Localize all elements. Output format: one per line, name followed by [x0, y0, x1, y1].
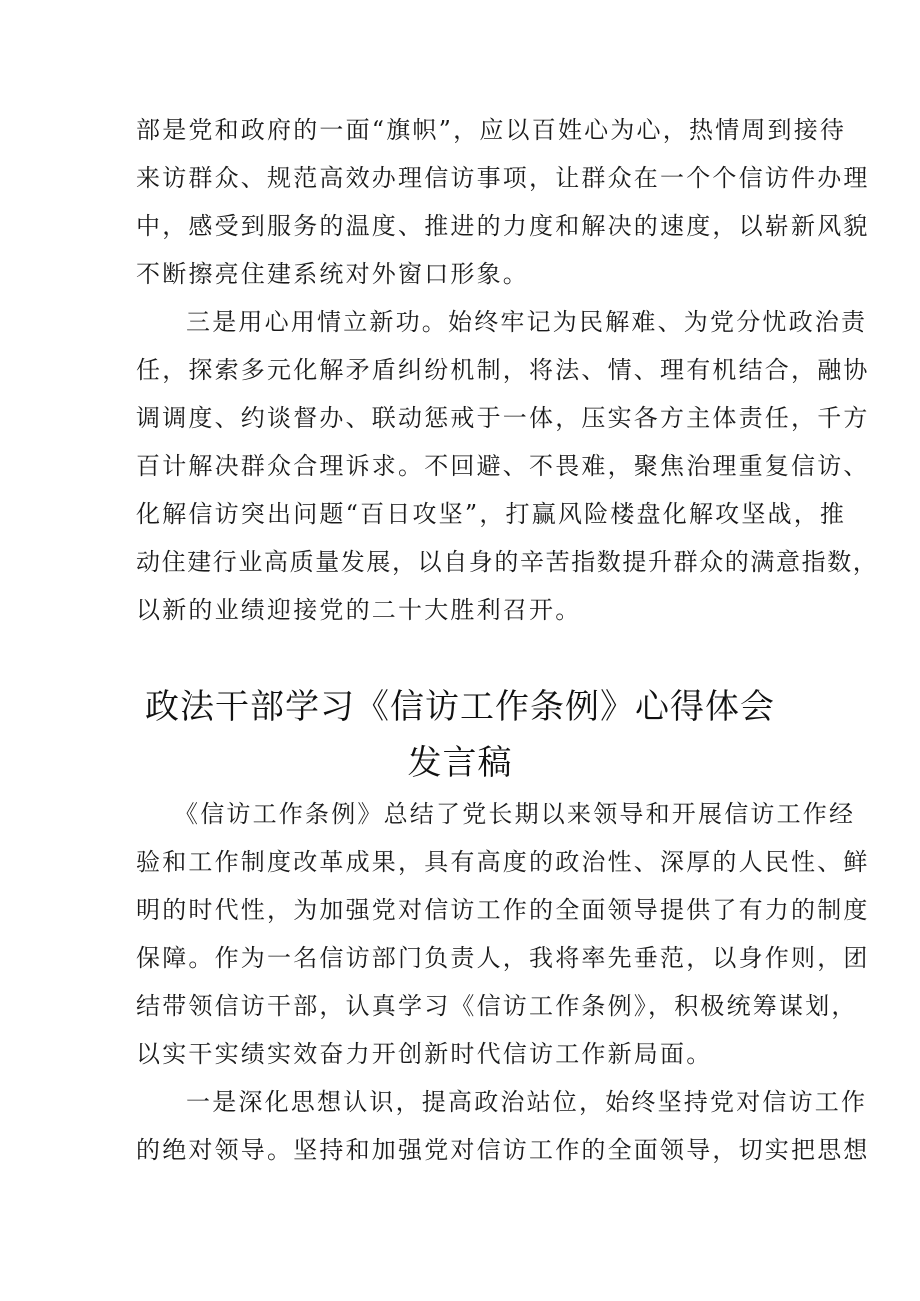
- text-line: 来访群众、规范高效办理信访事项，让群众在一个个信访件办理: [136, 164, 870, 192]
- text-line: 《信访工作条例》总结了党长期以来领导和开展信访工作经: [174, 800, 856, 828]
- text-line: 不断擦亮住建系统对外窗口形象。: [136, 260, 529, 288]
- text-line: 保障。作为一名信访部门负责人，我将率先垂范，以身作则，团: [136, 944, 870, 972]
- text-line: 以新的业绩迎接党的二十大胜利召开。: [136, 596, 582, 624]
- text-line: 化解信访突出问题“百日攻坚”，打赢风险楼盘化解攻坚战，推: [136, 500, 847, 528]
- text-line: 调调度、约谈督办、联动惩戒于一体，压实各方主体责任，千方: [136, 404, 870, 432]
- text-line: 结带领信访干部，认真学习《信访工作条例》，积极统筹谋划，: [136, 992, 858, 1020]
- document-title-line-2: 发言稿: [407, 743, 513, 783]
- text-line: 明的时代性，为加强党对信访工作的全面领导提供了有力的制度: [136, 896, 870, 924]
- new-paragraph-2: [136, 1078, 870, 1174]
- text-line: 验和工作制度改革成果，具有高度的政治性、深厚的人民性、鲜: [136, 848, 870, 876]
- new-paragraph-1: [136, 790, 870, 1078]
- text-line: 部是党和政府的一面“旗帜”，应以百姓心为心，热情周到接待: [136, 116, 847, 144]
- text-line: 中，感受到服务的温度、推进的力度和解决的速度，以崭新风貌: [136, 212, 870, 240]
- prev-paragraph-2: [136, 298, 879, 634]
- text-line: 任，探索多元化解矛盾纠纷机制，将法、情、理有机结合，融协: [136, 356, 870, 384]
- prev-paragraph-1: [136, 106, 870, 298]
- text-line: 一是深化思想认识，提高政治站位，始终坚持党对信访工作: [186, 1088, 868, 1116]
- text-line: 百计解决群众合理诉求。不回避、不畏难，聚焦治理重复信访、: [136, 452, 870, 480]
- text-line: 动住建行业高质量发展，以自身的辛苦指数提升群众的满意指数，: [136, 548, 879, 576]
- text-line: 三是用心用情立新功。始终牢记为民解难、为党分忧政治责: [186, 308, 868, 336]
- text-line: 的绝对领导。坚持和加强党对信访工作的全面领导，切实把思想: [136, 1136, 870, 1164]
- document-title-line-1: 政法干部学习《信访工作条例》心得体会: [145, 687, 775, 727]
- text-line: 以实干实绩实效奋力开创新时代信访工作新局面。: [136, 1040, 713, 1068]
